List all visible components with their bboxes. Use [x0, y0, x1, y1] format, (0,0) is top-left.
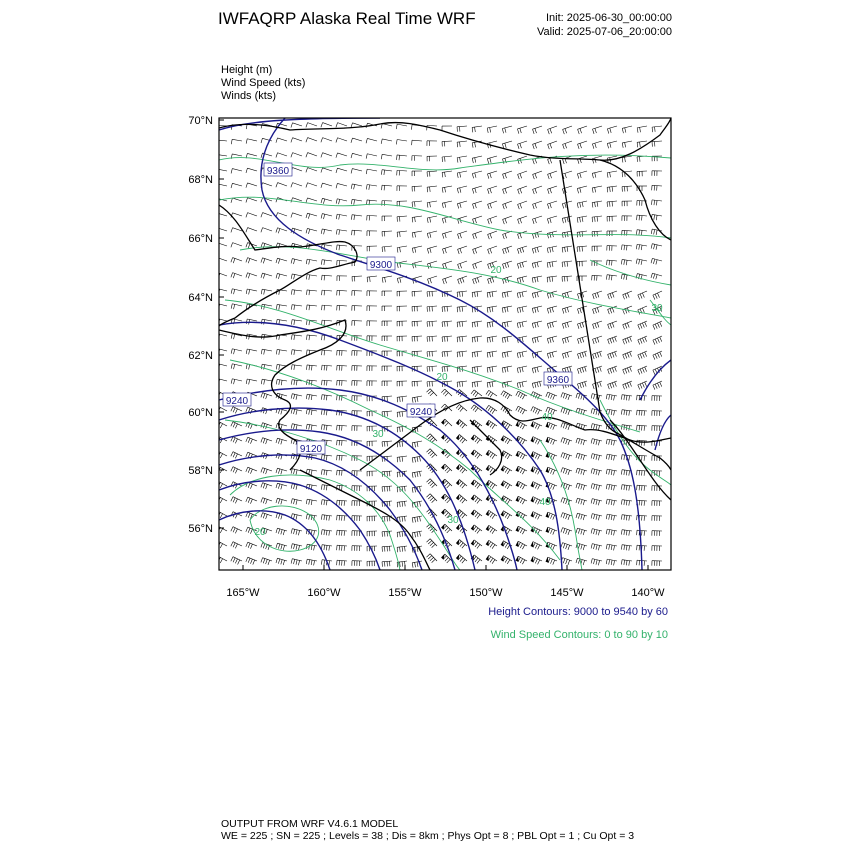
lat-label: 56°N — [188, 523, 213, 535]
init-time: Init: 2025-06-30_00:00:00 — [546, 12, 672, 24]
wind-contour-label: 30 — [372, 429, 384, 440]
latitude-labels — [188, 115, 213, 535]
lat-label: 58°N — [188, 465, 213, 477]
lon-label: 140°W — [631, 587, 665, 599]
wind-contour-label: 30 — [651, 303, 663, 314]
wind-contour-label: 30 — [447, 515, 459, 526]
lon-label: 160°W — [307, 587, 341, 599]
height-contour-label: 9360 — [266, 166, 290, 177]
height-contour-label: 9240 — [409, 407, 433, 418]
wind-contour-label: 20 — [254, 527, 266, 538]
plot-title: IWFAQRP Alaska Real Time WRF — [218, 9, 476, 28]
lat-label: 66°N — [188, 233, 213, 245]
variable-height: Height (m) — [221, 64, 273, 76]
height-contour-label: 9300 — [369, 260, 393, 271]
lon-label: 155°W — [388, 587, 422, 599]
wind-contour-label: 40 — [539, 497, 551, 508]
variable-winds: Winds (kts) — [221, 90, 276, 102]
lon-label: 165°W — [226, 587, 260, 599]
model-info: OUTPUT FROM WRF V4.6.1 MODEL — [221, 818, 399, 830]
lat-label: 60°N — [188, 407, 213, 419]
height-contour-info: Height Contours: 9000 to 9540 by 60 — [488, 606, 668, 618]
model-config: WE = 225 ; SN = 225 ; Levels = 38 ; Dis = 8km ; Phys Opt = 8 ; PBL Opt = 1 ; Cu Opt = 3 — [221, 830, 635, 842]
lat-label: 70°N — [188, 115, 213, 127]
height-contour-label: 9120 — [299, 444, 323, 455]
lat-label: 64°N — [188, 292, 213, 304]
longitude-labels — [226, 587, 665, 599]
lon-label: 145°W — [550, 587, 584, 599]
wind-contour-info: Wind Speed Contours: 0 to 90 by 10 — [490, 629, 668, 641]
height-contour-label: 9240 — [225, 396, 249, 407]
valid-time: Valid: 2025-07-06_20:00:00 — [537, 26, 672, 38]
lon-label: 150°W — [469, 587, 503, 599]
wind-contour-label: 20 — [490, 265, 502, 276]
wind-contour-label: 40 — [541, 412, 553, 423]
height-contour-label: 9360 — [546, 375, 570, 386]
wind-contour-label: 20 — [436, 372, 448, 383]
lat-label: 68°N — [188, 174, 213, 186]
variable-wind-speed: Wind Speed (kts) — [221, 77, 306, 89]
lat-label: 62°N — [188, 350, 213, 362]
